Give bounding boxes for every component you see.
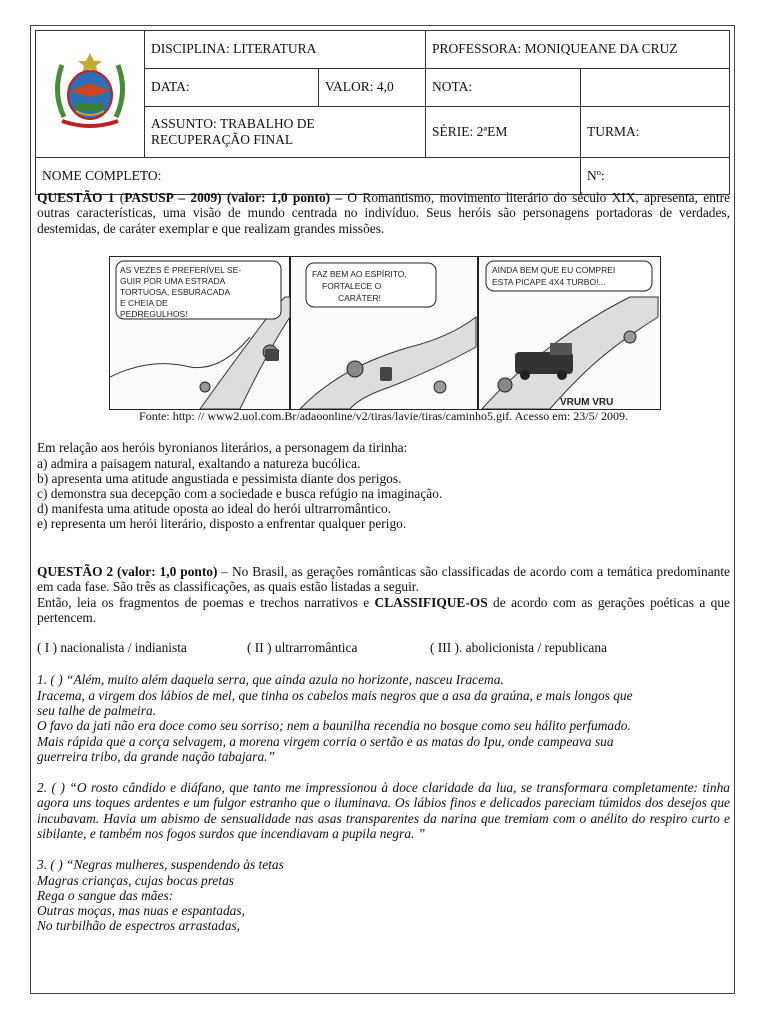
serie-cell: SÉRIE: 2ªEM — [426, 106, 581, 158]
header-table — [35, 30, 730, 195]
q2-item3-l1: 3. ( ) “Negras mulheres, suspendendo às tetas — [37, 857, 284, 872]
comic-strip — [109, 256, 661, 410]
q2-item1-l4: O favo da jati não era doce como seu sorriso; nem a baunilha recendia no bosque como seu hálito perfumado. — [37, 718, 631, 733]
sound-effect: VRUM VRU — [560, 397, 614, 408]
numero-cell: Nº: — [581, 158, 730, 195]
q2-item3-l2: Magras crianças, cujas bocas pretas — [37, 873, 235, 888]
q2-instr-end: de acordo com as gerações poéticas a que pertencem. — [37, 595, 731, 626]
q2-item2: 2. ( ) “O rosto cândido e diáfano, que tanto me impressionou à doce claridade da lua, se transformara completamente: tinha agora uns toques ardentes e um fulgor estranho que o iluminava. Os lábios finos e delicados pareciam túmidos dos desejos que incubavam. Havia um abismo de sensualidade nas asas transparentes da narina que tremiam com o anélito do respiro curto e sibilante, e também nos fogos surdos que incendiavam a pupila negra. ” — [37, 780, 730, 841]
panel2-line3: CARÁTER! — [338, 293, 381, 303]
q2-title: QUESTÃO 2 (valor: 1,0 ponto) — [37, 564, 218, 579]
panel1-line4: E CHEIA DE — [120, 298, 168, 308]
hero-figure-icon — [265, 349, 279, 361]
panel1-line2: GUIR POR UMA ESTRADA — [120, 276, 226, 286]
q2-intro — [37, 564, 730, 595]
q2-item1-l3: seu talhe de palmeira. — [37, 703, 157, 718]
crest-cell — [36, 31, 145, 158]
professora-cell: PROFESSORA: MONIQUEANE DA CRUZ — [426, 31, 730, 69]
class-option-2: ( II ) ultrarromântica — [247, 640, 358, 655]
nome-cell: NOME COMPLETO: — [36, 158, 581, 195]
q1-intro-text: O Romantismo, movimento literário do século XIX, apresenta, entre outras características, uma visão de mundo centrada no indivíduo. Seus heróis são personagens portadoras de verdades, destemidas, de caráter exemplar e que realizam grandes missões. — [37, 190, 731, 236]
q2-item3-l4: Outras moças, mas nuas e espantadas, — [37, 903, 245, 918]
q1-paren: ( — [114, 190, 125, 205]
q1-title-source: PASUSP – 2009) (valor: 1,0 ponto) – — [124, 190, 343, 205]
hero-figure-icon — [380, 367, 392, 381]
valor-cell: VALOR: 4,0 — [319, 68, 426, 106]
class-option-1: ( I ) nacionalista / indianista — [37, 640, 187, 655]
nota-value-cell — [581, 68, 730, 106]
q2-intro-text: – No Brasil, as gerações românticas são classificadas de acordo com a temática predominante em cada fase. São três as classificações, as quais estão listadas a seguir. — [37, 564, 730, 595]
q1-option-c: c) demonstra sua decepção com a sociedade e busca refúgio na imaginação. — [37, 486, 443, 501]
q2-instr-start: Então, leia os fragmentos de poemas e trechos narrativos e — [37, 595, 375, 610]
q2-instruction — [37, 595, 730, 626]
q2-instr-bold: CLASSIFIQUE-OS — [374, 595, 488, 610]
state-crest-icon — [50, 47, 130, 137]
q1-intro — [37, 190, 730, 236]
panel1-line3: TORTUOSA, ESBURACADA — [120, 287, 231, 297]
q1-option-d: d) manifesta uma atitude oposta ao ideal do herói ultrarromântico. — [37, 501, 391, 516]
nota-cell: NOTA: — [426, 68, 581, 106]
q2-item3-l5: No turbilhão de espectros arrastadas, — [37, 918, 240, 933]
panel3-line1: AINDA BEM QUE EU COMPREI — [492, 265, 616, 275]
assunto-line1: ASSUNTO: TRABALHO DE — [151, 115, 315, 131]
assunto-cell — [145, 106, 426, 158]
panel3-line2: ESTA PICAPE 4X4 TURBO!... — [492, 277, 606, 287]
assunto-line2: RECUPERAÇÃO FINAL — [151, 131, 294, 147]
panel1-line1: AS VEZES É PREFERÍVEL SE- — [120, 265, 242, 275]
q1-option-b: b) apresenta uma atitude angustiada e pessimista diante dos perigos. — [37, 471, 402, 486]
q2-item1-l2: Iracema, a virgem dos lábios de mel, que tinha os cabelos mais negros que a asa da graúna, e mais longos que — [37, 688, 633, 703]
class-option-3: ( III ). abolicionista / republicana — [430, 640, 607, 655]
q1-title: QUESTÃO 1 — [37, 190, 115, 205]
q1-option-a: a) admira a paisagem natural, exaltando a natureza bucólica. — [37, 456, 361, 471]
q2-item1-l5: Mais rápida que a corça selvagem, a morena virgem corria o sertão e as matas do Ipu, onde campeava sua — [37, 734, 614, 749]
data-cell: DATA: — [145, 68, 319, 106]
q1-prompt: Em relação aos heróis byronianos literários, a personagem da tirinha: — [37, 440, 408, 455]
panel2-line2: FORTALECE O — [322, 281, 382, 291]
panel1-line5: PEDREGULHOS! — [120, 309, 188, 319]
q2-item3-l3: Rega o sangue das mães: — [37, 888, 174, 903]
disciplina-cell: DISCIPLINA: LITERATURA — [145, 31, 426, 69]
q1-option-e: e) representa um herói literário, disposto a enfrentar qualquer perigo. — [37, 516, 407, 531]
q2-item1-l6: guerreira tribo, da grande nação tabajara.” — [37, 749, 275, 764]
q2-item1-l1: 1. ( ) “Além, muito além daquela serra, que ainda azula no horizonte, nasceu Iracema. — [37, 672, 504, 687]
comic-source: Fonte: http: // www2.uol.com.Br/adaoonline/v2/tiras/lavie/tiras/caminho5.gif. Acesso em: 23/5/ 2009. — [139, 409, 628, 423]
panel2-line1: FAZ BEM AO ESPÍRITO, — [312, 269, 407, 279]
turma-cell: TURMA: — [581, 106, 730, 158]
